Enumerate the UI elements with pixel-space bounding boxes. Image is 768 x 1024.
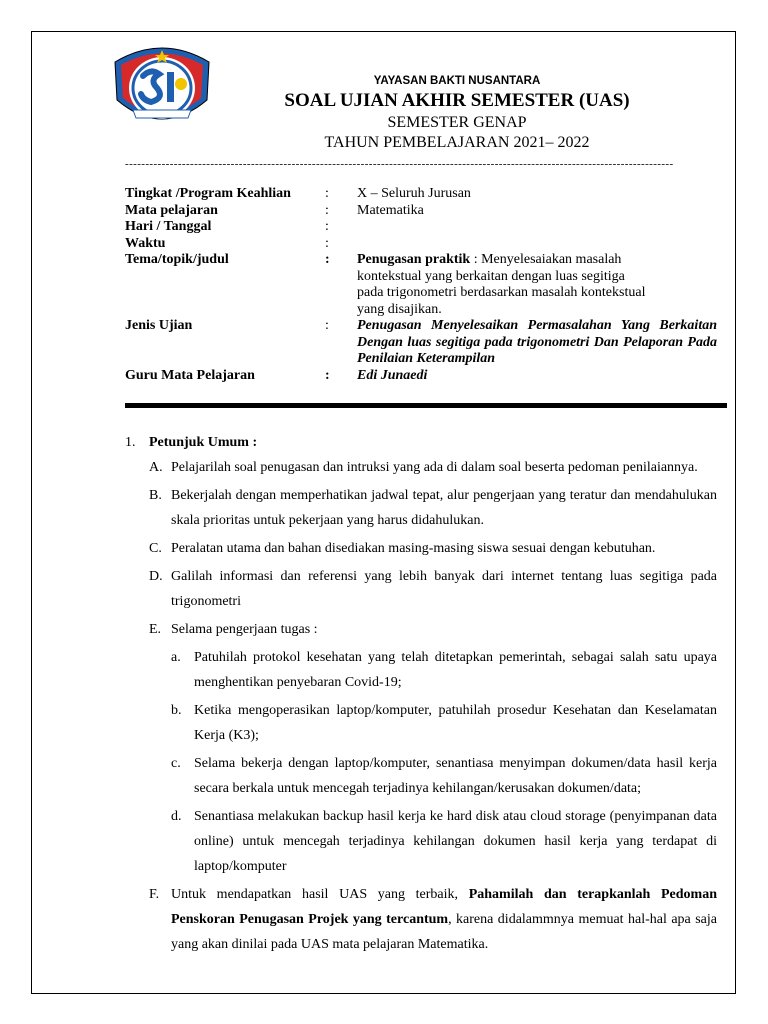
exam-info: [125, 186, 725, 384]
guru-row: [125, 368, 725, 385]
foundation-name: YAYASAN BAKTI NUSANTARA: [373, 75, 541, 87]
exam-title: SOAL UJIAN AKHIR SEMESTER (UAS): [284, 90, 630, 111]
info-value: [357, 236, 717, 253]
info-label: Mata pelajaran: [125, 202, 218, 218]
tema-label: Tema/topik/judul: [125, 252, 229, 267]
list-item: [149, 455, 717, 480]
sub-item-label: c.: [171, 756, 181, 771]
sub-list-item: [171, 645, 717, 695]
item-text: Pelajarilah soal penugasan dan intruksi yang ada di dalam soal beserta pedoman penilaiannya.: [171, 460, 698, 475]
school-logo: [111, 40, 213, 132]
jenis-label: Jenis Ujian: [125, 318, 193, 333]
jenis-value: Penugasan Menyelesaikan Permasalahan Yang Berkaitan Dengan luas segitiga pada trigonometri Dan Pelaporan Pada Penilaian Keterampilan: [357, 318, 717, 366]
item-label: D.: [149, 569, 163, 584]
info-label: Waktu: [125, 235, 166, 251]
list-item: [149, 617, 717, 642]
document-page: [31, 31, 736, 994]
item-label: F.: [149, 887, 160, 902]
item-f-before: Untuk mendapatkan hasil UAS yang terbaik,: [171, 887, 469, 902]
instructions: [125, 430, 717, 957]
section-number: 1.: [125, 435, 136, 450]
semester-label: SEMESTER GENAP: [387, 114, 527, 131]
info-label: Tingkat /Program Keahlian: [125, 186, 291, 201]
info-colon: :: [325, 219, 329, 234]
info-row: [125, 186, 725, 203]
item-text: Selama pengerjaan tugas :: [171, 622, 318, 637]
tema-line: pada trigonometri berdasarkan masalah kontekstual: [357, 285, 646, 300]
jenis-colon: :: [325, 318, 329, 333]
guru-label: Guru Mata Pelajaran: [125, 367, 255, 383]
info-row: [125, 203, 725, 220]
info-row: [125, 219, 725, 236]
guru-value: Edi Junaedi: [357, 367, 428, 383]
section-heading: [125, 430, 717, 455]
info-row: [125, 236, 725, 253]
tema-line: yang disajikan.: [357, 301, 442, 317]
sub-list-item: [171, 804, 717, 879]
tema-line: kontekstual yang berkaitan dengan luas segitiga: [357, 268, 625, 284]
school-year: TAHUN PEMBELAJARAN 2021– 2022: [324, 134, 590, 151]
item-label: E.: [149, 622, 162, 637]
item-label: B.: [149, 488, 162, 503]
sub-item-text: Ketika mengoperasikan laptop/komputer, patuhilah prosedur Kesehatan dan Keselamatan Kerja (K3);: [194, 703, 717, 743]
info-value: Matematika: [357, 202, 424, 218]
list-item: [149, 536, 717, 561]
list-item: [149, 882, 717, 957]
jenis-row: [125, 318, 725, 368]
info-value: X – Seluruh Jurusan: [357, 186, 471, 201]
info-colon: :: [325, 235, 329, 251]
sub-item-label: d.: [171, 809, 182, 824]
list-item: [149, 564, 717, 614]
info-colon: :: [325, 186, 329, 201]
tema-colon: :: [325, 252, 330, 267]
item-text: [171, 882, 717, 957]
item-text: Bekerjalah dengan memperhatikan jadwal tepat, alur pengerjaan yang teratur dan mendahulukan skala prioritas untuk pekerjaan yang harus didahulukan.: [171, 488, 717, 528]
tema-line: : Menyelesaiakan masalah: [470, 252, 622, 267]
item-label: C.: [149, 541, 162, 556]
dashed-separator: ---------------------------------------------------------------------------------------------------------------------------------------: [125, 158, 674, 170]
thick-divider: [125, 403, 727, 408]
tema-row: [125, 252, 725, 318]
sub-item-text: Patuhilah protokol kesehatan yang telah ditetapkan pemerintah, sebagai salah satu upaya menghentikan penyebaran Covid-19;: [194, 650, 717, 690]
sub-item-text: Selama bekerja dengan laptop/komputer, senantiasa menyimpan dokumen/data hasil kerja secara berkala untuk mencegah terjadinya kehilangan/kerusakan dokumen/data;: [194, 756, 717, 796]
list-item: [149, 483, 717, 533]
item-f-emphasis: Pahamilah dan terapkanlah Pedoman Penskoran Penugasan Projek yang tercantum: [171, 887, 718, 927]
section-title: Petunjuk Umum :: [149, 435, 258, 450]
guru-colon: :: [325, 367, 330, 383]
sub-list-item: [171, 751, 717, 801]
sub-item-label: b.: [171, 703, 182, 718]
item-label: A.: [149, 460, 163, 475]
tema-value: [357, 252, 717, 318]
item-text: Galilah informasi dan referensi yang lebih banyak dari internet tentang luas segitiga pada trigonometri: [171, 569, 717, 609]
sub-item-label: a.: [171, 650, 181, 665]
info-value: [357, 219, 717, 236]
item-text: Peralatan utama dan bahan disediakan masing-masing siswa sesuai dengan kebutuhan.: [171, 541, 656, 556]
info-label: Hari / Tanggal: [125, 219, 212, 234]
item-f-after: , karena didalammnya memuat hal-hal apa saja yang akan dinilai pada UAS mata pelajaran Matematika.: [171, 912, 717, 952]
sub-item-text: Senantiasa melakukan backup hasil kerja ke hard disk atau cloud storage (penyimpanan data online) untuk mencegah terjadinya kehilangan dokumen hasil kerja yang terdapat di laptop/komputer: [194, 809, 717, 874]
info-colon: :: [325, 202, 329, 218]
sub-list-item: [171, 698, 717, 748]
tema-lead: Penugasan praktik: [357, 252, 471, 267]
